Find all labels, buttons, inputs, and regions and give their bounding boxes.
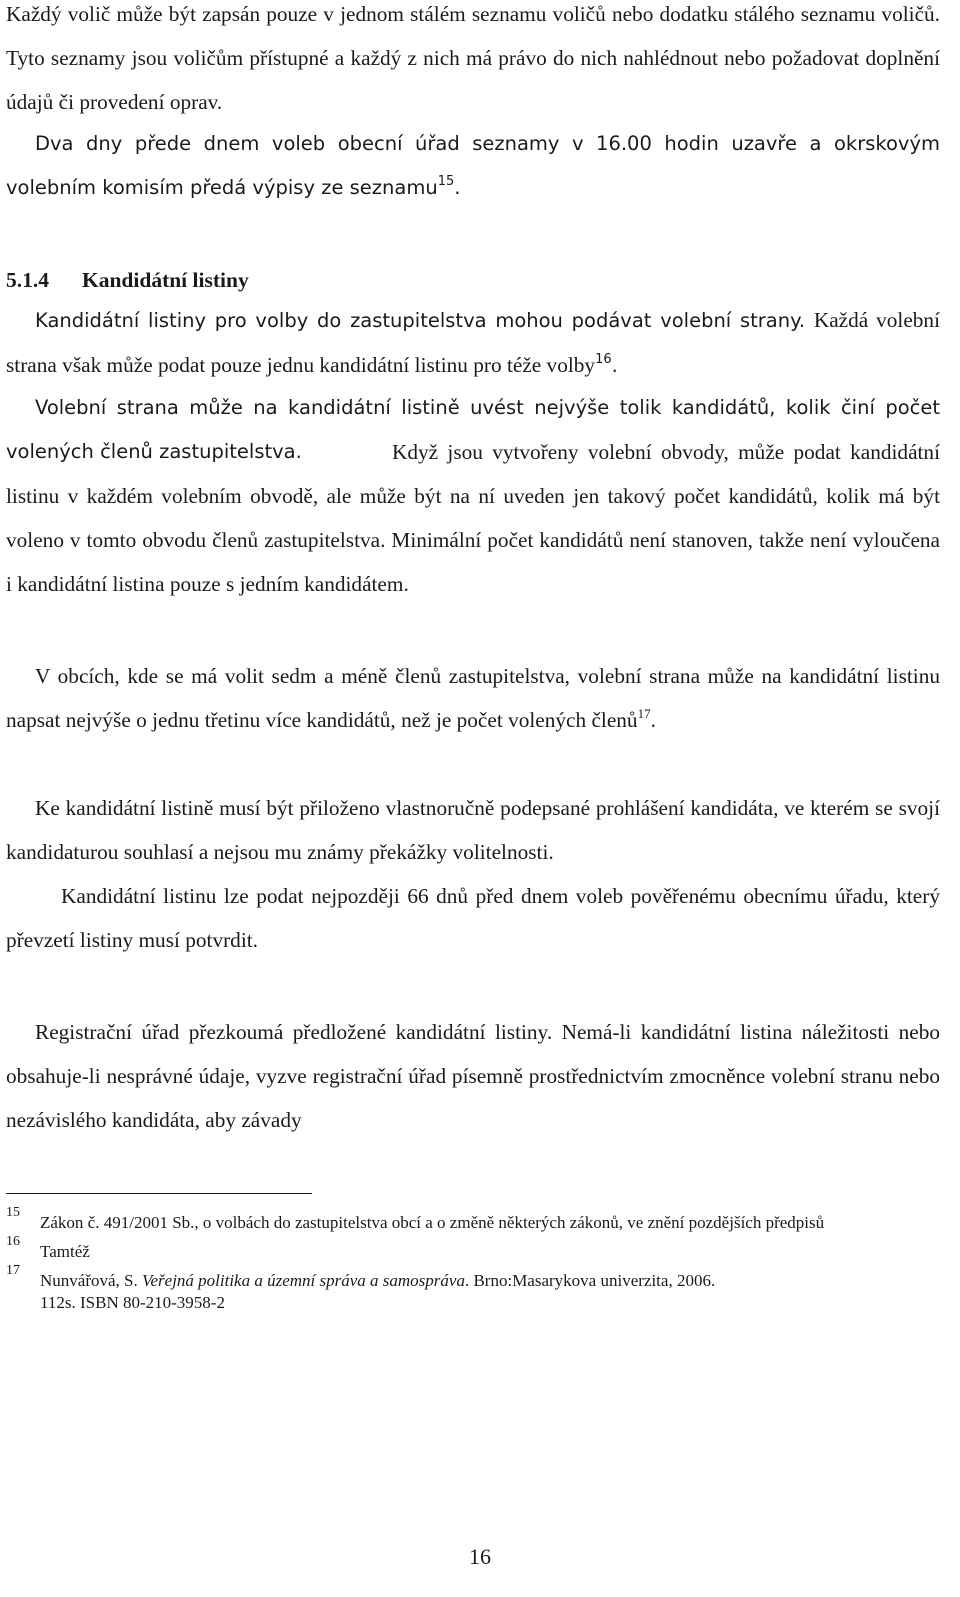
footnote-ref-17[interactable]: 17 [637,706,651,721]
footnote-text: Nunvářová, S. Veřejná politika a územní správa a samospráva. Brno:Masarykova univerzita, 2006. 112s. ISBN 80-210-3958-2 [40,1271,716,1312]
footnote-ref-15[interactable]: 15 [437,174,455,189]
section-number: 5.1.4 [6,268,49,292]
cited-title: Veřejná politika a územní správa a samospráva [141,1271,465,1290]
page-number: 16 [469,1544,491,1569]
paragraph-candidate-count-line1: Volební strana může na kandidátní listině uvést nejvýše tolik kandidátů, kolik činí počet volených členů zastupitelstva. [6,396,940,463]
section-title: Kandidátní listiny [82,268,249,292]
footnote-mark: 16 [6,1234,20,1249]
paragraph-registration-review: Registrační úřad přezkoumá předložené kandidátní listiny. Nemá-li kandidátní listina náležitosti nebo obsahuje-li nesprávné údaje, vyzve registrační úřad písemně prostřednictvím zmocněnce volební stranu nebo nezávislého kandidáta, aby závady [6,1020,940,1132]
footnote-mark: 15 [6,1205,20,1220]
paragraph-list-closing: Dva dny přede dnem voleb obecní úřad seznamy v 16.00 hodin uzavře a okrskovým volebním komisím předá výpisy ze seznamu$^{15}$. [6,132,940,199]
footnote-17 [6,1263,940,1318]
paragraph-declaration: Ke kandidátní listině musí být přiloženo vlastnoručně podepsané prohlášení kandidáta, ve kterém se svojí kandidaturou souhlasí a nejsou mu známy překážky volitelnosti. [6,796,940,864]
paragraph-voter-list: Každý volič může být zapsán pouze v jednom stálém seznamu voličů nebo dodatku stálého seznamu voličů. Tyto seznamy jsou voličům přístupné a každý z nich má právo do nich nahlédnout nebo požadovat doplnění údajů či provedení oprav. [6,2,940,114]
footnote-15 [6,1205,940,1234]
footnote-text: Tamtéž [40,1242,90,1261]
section-heading [6,258,249,302]
footnote-ref-16[interactable]: 16 [595,352,612,367]
footnote-mark: 17 [6,1263,20,1278]
paragraph-who-submits: Kandidátní listiny pro volby do zastupitelstva mohou podávat volební strany. Každá volební strana však může podat pouze jednu kandidátní listinu pro téže volby$^{16}$. [6,308,940,377]
footnote-16 [6,1234,940,1263]
footnote-text: Zákon č. 491/2001 Sb., o volbách do zastupitelstva obcí a o změně některých zákonů, ve znění pozdějších předpisů [40,1213,825,1232]
paragraph-deadline: Kandidátní listinu lze podat nejpozději 66 dnů před dnem voleb pověřenému obecnímu úřadu, který převzetí listiny musí potvrdit. [6,884,940,952]
paragraph-candidate-count: Když jsou vytvořeny volební obvody, může podat kandidátní listinu v každém volebním obvodě, ale může být na ní uveden jen takový počet kandidátů, kolik má být voleno v tomto obvodu členů zastupitelstva. Minimální počet kandidátů není stanoven, takže není vyloučena i kandidátní listina pouze s jedním kandidátem. [6,440,940,596]
paragraph-small-municipalities: V obcích, kde se má volit sedm a méně členů zastupitelstva, volební strana může na kandidátní listinu napsat nejvýše o jednu třetinu více kandidátů, než je počet volených členů$^{17}$. [6,664,940,732]
footnote-separator [6,1193,312,1194]
